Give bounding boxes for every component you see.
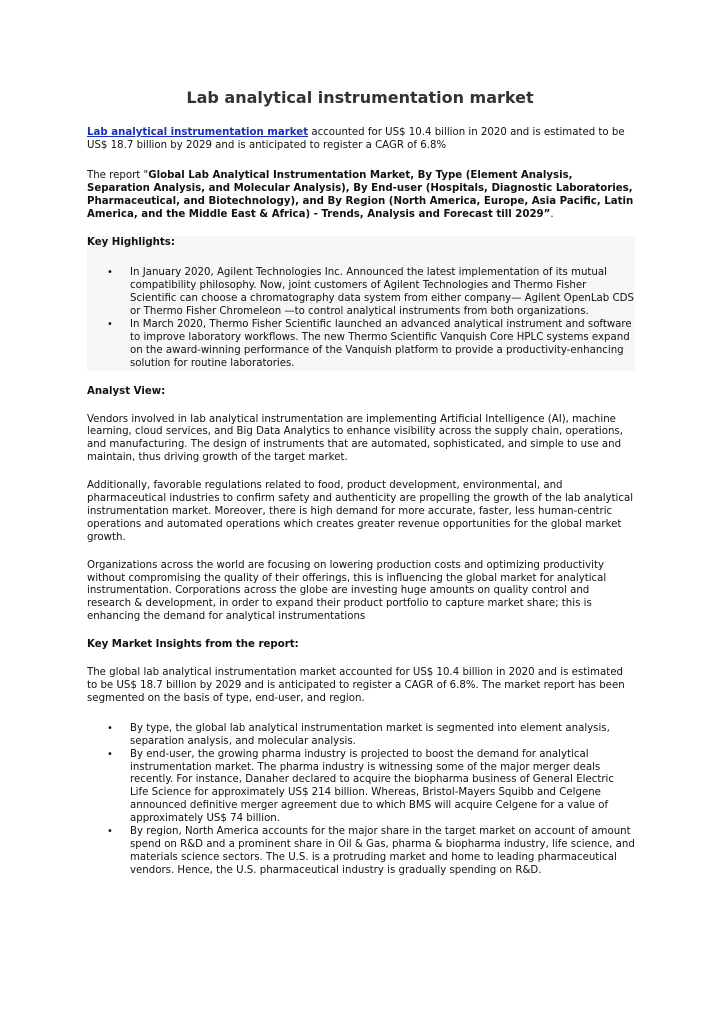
insights-heading xyxy=(87,639,635,652)
list-item xyxy=(87,826,635,878)
analyst-heading xyxy=(87,386,635,399)
highlights-list xyxy=(87,267,635,370)
report-paragraph xyxy=(87,170,635,222)
list-item xyxy=(87,319,635,371)
insights-heading-text: Key Market Insights from the report: xyxy=(87,639,299,651)
bullet-icon: • xyxy=(107,318,113,330)
report-prefix: The report " xyxy=(87,169,149,181)
list-item xyxy=(87,267,635,319)
intro-text: accounted for US$ 10.4 billion in 2020 and is estimated to be US$ 18.7 billion by 2029 and is anticipated to register a CAGR of 6.8% xyxy=(87,127,625,151)
highlights-section xyxy=(87,236,635,370)
list-item xyxy=(87,723,635,749)
analyst-paragraph: Additionally, favorable regulations related to food, product development, environmental, and pharmaceutical industries to confirm safety and authenticity are propelling the growth of the lab analytical instrumentation market. Moreover, there is high demand for more accurate, faster, less human-centric operations and automated operations which creates greater revenue opportunities for the global market growth. xyxy=(87,480,634,543)
highlights-heading xyxy=(87,236,635,250)
insights-paragraph: The global lab analytical instrumentation market accounted for US$ 10.4 billion in 2020 and is estimated to be US$ 18.7 billion by 2029 and is anticipated to register a CAGR of 6.8%. The market report has been segmented on the basis of type, end-user, and region. xyxy=(87,667,625,704)
bullet-icon: • xyxy=(107,748,113,760)
bullet-icon: • xyxy=(107,267,113,279)
report-suffix: . xyxy=(550,208,554,220)
list-item xyxy=(87,749,635,826)
report-title: Global Lab Analytical Instrumentation Market, By Type (Element Analysis, Separation Analysis, and Molecular Analysis), By End-user (Hospitals, Diagnostic Laboratories, Pharmaceutical, and Biotechnology), and By Region (North America, Europe, Asia Pacific, Latin America, and the Middle East & Africa) - Trends, Analysis and Forecast till 2029” xyxy=(87,169,634,220)
insights-list xyxy=(87,723,635,878)
page-title: Lab analytical instrumentation market xyxy=(186,88,534,107)
list-item-text: In January 2020, Agilent Technologies Inc. Announced the latest implementation of its mutual compatibility philosophy. Now, joint customers of Agilent Technologies and Thermo Fisher Scientific can choose a chromatography data system from either company— Agilent OpenLab CDS or Thermo Fisher Chromeleon —to control analytical instruments from both organizations. xyxy=(130,267,634,318)
list-item-text: In March 2020, Thermo Fisher Scientific launched an advanced analytical instrument and software to improve laboratory workflows. The new Thermo Scientific Vanquish Core HPLC systems expand on the award-winning performance of the Vanquish platform to provide a productivity-enhancing solution for routine laboratories. xyxy=(130,318,632,369)
bullet-icon: • xyxy=(107,826,113,838)
bullet-icon: • xyxy=(107,722,113,734)
analyst-heading-text: Analyst View: xyxy=(87,385,166,397)
list-item-text: By region, North America accounts for the major share in the target market on account of amount spend on R&D and a prominent share in Oil & Gas, pharma & biopharma industry, life science, and materials science sectors. The U.S. is a protruding market and home to leading pharmaceutical vendors. Hence, the U.S. pharmaceutical industry is gradually spending on R&D. xyxy=(130,826,635,876)
market-link[interactable]: Lab analytical instrumentation market xyxy=(87,127,309,138)
analyst-paragraph: Vendors involved in lab analytical instrumentation are implementing Artificial Intelligence (AI), machine learning, cloud services, and Big Data Analytics to enhance visibility across the supply chain, operations, and manufacturing. The design of instruments that are automated, sophisticated, and simple to use and maintain, thus driving growth of the target market. xyxy=(87,413,623,464)
document-body xyxy=(87,127,635,878)
list-item-text: By type, the global lab analytical instrumentation market is segmented into element analysis, separation analysis, and molecular analysis. xyxy=(130,722,610,747)
intro-paragraph xyxy=(87,127,635,153)
list-item-text: By end-user, the growing pharma industry is projected to boost the demand for analytical instrumentation market. The pharma industry is witnessing some of the major merger deals recently. For instance, Danaher declared to acquire the biopharma business of General Electric Life Science for approximately US$ 214 billion. Whereas, Bristol-Mayers Squibb and Celgene announced definitive merger agreement due to which BMS will acquire Celgene for a value of approximately US$ 74 billion. xyxy=(130,748,614,825)
analyst-paragraph: Organizations across the world are focusing on lowering production costs and optimizing productivity without compromising the quality of their offerings, this is influencing the global market for analytical instrumentation. Corporations across the globe are investing huge amounts on quality control and research & development, in order to expand their product portfolio to capture market share; this is enhancing the demand for analytical instrumentations xyxy=(87,559,607,623)
highlights-heading-text: Key Highlights: xyxy=(87,237,175,249)
